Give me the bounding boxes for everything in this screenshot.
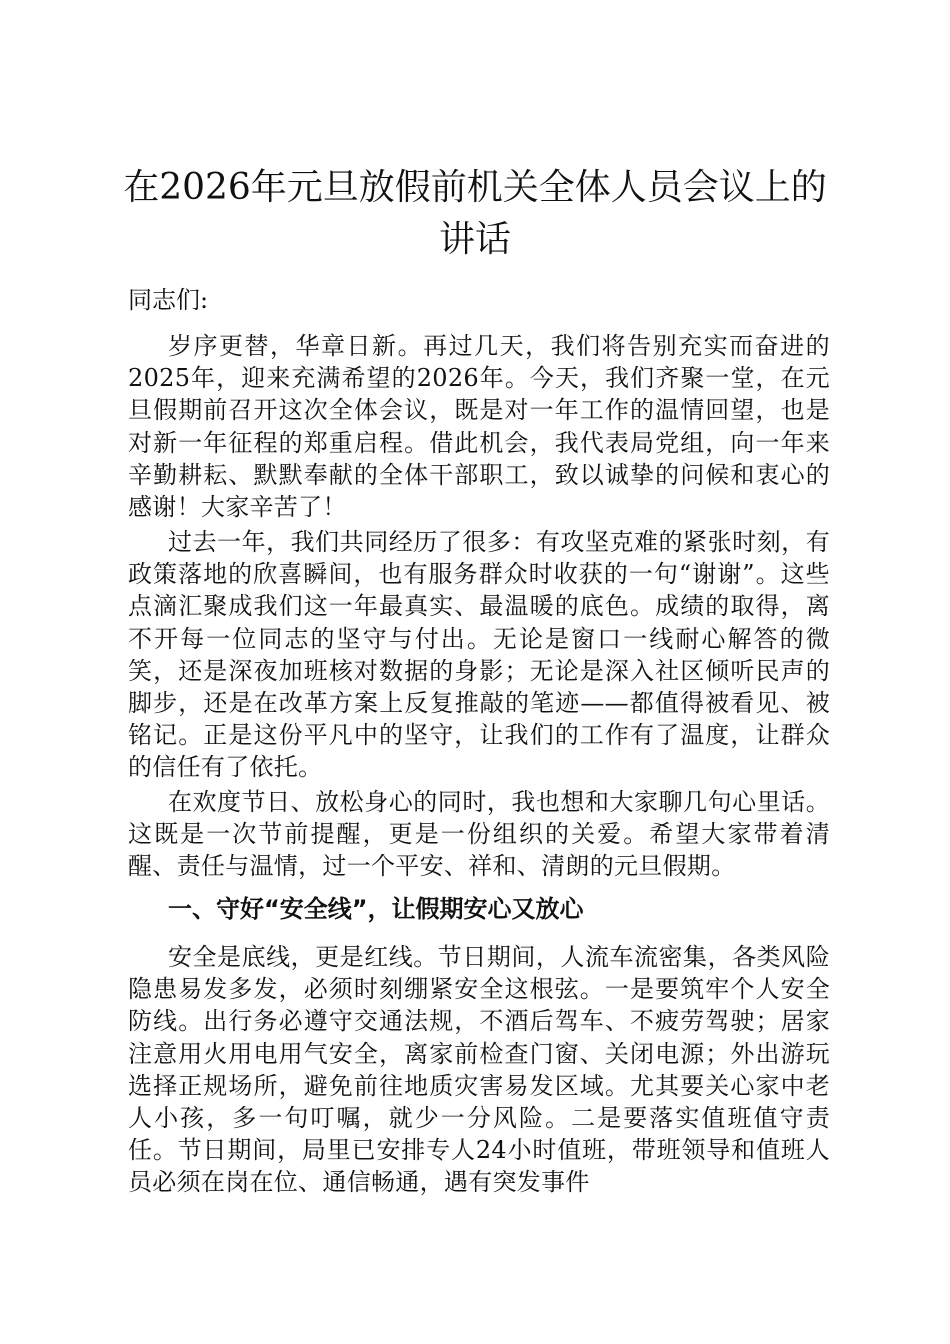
section-heading-safety: 一、守好“安全线”，让假期安心又放心 (168, 895, 584, 923)
document-title: 在2026年元旦放假前机关全体人员会议上的讲话 (123, 167, 827, 260)
paragraph-opening: 岁序更替，华章日新。再过几天，我们将告别充实而奋进的2025年，迎来充满希望的2026年。今天，我们齐聚一堂，在元旦假期前召开这次全体会议，既是对一年工作的温情回望，也是对新一年征程的郑重启程。借此机会，我代表局党组，向一年来辛勤耕耘、默默奉献的全体干部职工，致以诚挚的问候和衷心的感谢！大家辛苦了！ (128, 332, 830, 522)
paragraph-safety: 安全是底线，更是红线。节日期间，人流车流密集，各类风险隐患易发多发，必须时刻绷紧安全这根弦。一是要筑牢个人安全防线。出行务必遵守交通法规，不酒后驾车、不疲劳驾驶；居家注意用火用电用气安全，离家前检查门窗、关闭电源；外出游玩选择正规场所，避免前往地质灾害易发区域。尤其要关心家中老人小孩，多一句叮嘱，就少一分风险。二是要落实值班值守责任。节日期间，局里已安排专人24小时值班，带班领导和值班人员必须在岗在位、通信畅通，遇有突发事件 (128, 943, 830, 1197)
paragraph-review: 过去一年，我们共同经历了很多：有攻坚克难的紧张时刻，有政策落地的欣喜瞬间，也有服务群众时收获的一句“谢谢”。这些点滴汇聚成我们这一年最真实、最温暖的底色。成绩的取得，离不开每一位同志的坚守与付出。无论是窗口一线耐心解答的微笑，还是深夜加班核对数据的身影；无论是深入社区倾听民声的脚步，还是在改革方案上反复推敲的笔迹——都值得被看见、被铭记。正是这份平凡中的坚守，让我们的工作有了温度，让群众的信任有了依托。 (128, 528, 830, 782)
paragraph-reminder: 在欢度节日、放松身心的同时，我也想和大家聊几句心里话。这既是一次节前提醒，更是一份组织的关爱。希望大家带着清醒、责任与温情，过一个平安、祥和、清朗的元旦假期。 (128, 788, 830, 881)
salutation: 同志们: (128, 286, 209, 314)
